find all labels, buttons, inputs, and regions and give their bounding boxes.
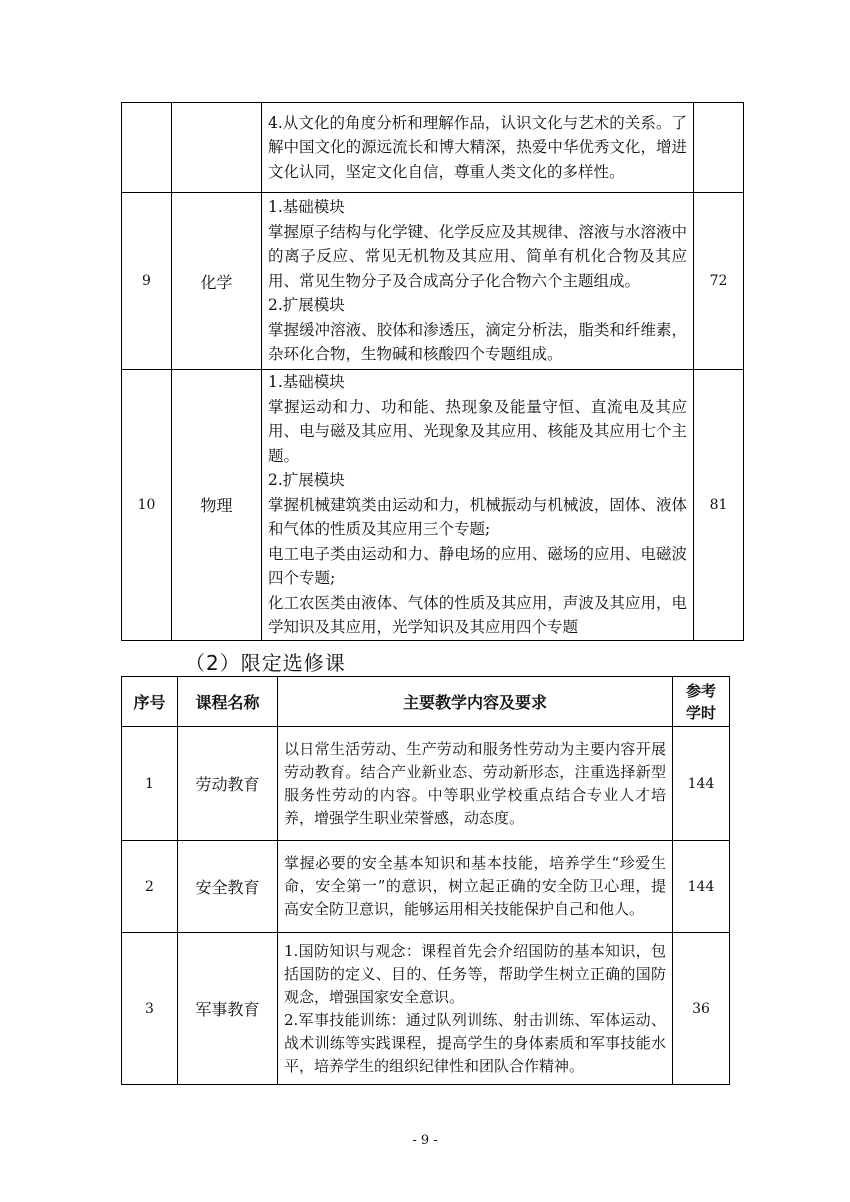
content-line: 掌握运动和力、功和能、热现象及能量守恒、直流电及其应用、电与磁及其应用、光现象及其应用、核能及其应用七个主题。 [268, 397, 687, 465]
course-name: 化学 [172, 193, 262, 370]
content-line: 掌握必要的安全基本知识和基本技能，培养学生“珍爱生命，安全第一”的意识，树立起正确的安全防卫心理，提高安全防卫意识，能够运用相关技能保护自己和他人。 [284, 854, 666, 918]
header-hours-line2: 学时 [685, 703, 716, 722]
course-table-required [121, 102, 744, 641]
row-number: 3 [122, 933, 178, 1085]
table-row [122, 933, 730, 1085]
header-name: 课程名称 [178, 677, 278, 727]
course-content [278, 727, 673, 841]
table-row [122, 727, 730, 841]
row-number: 9 [122, 193, 172, 370]
content-line: 1.基础模块 [268, 373, 345, 391]
content-line: 4.从文化的角度分析和理解作品，认识文化与艺术的关系。了解中国文化的源远流长和博大精深，热爱中华优秀文化，增进文化认同，坚定文化自信，尊重人类文化的多样性。 [268, 113, 687, 181]
course-content [278, 841, 673, 933]
course-content [262, 370, 694, 641]
course-hours: 36 [673, 933, 730, 1085]
course-hours: 81 [694, 370, 744, 641]
course-content [262, 193, 694, 370]
course-table-elective [121, 676, 730, 1085]
course-name: 物理 [172, 370, 262, 641]
course-name: 安全教育 [178, 841, 278, 933]
row-number: 1 [122, 727, 178, 841]
content-line: 2.扩展模块 [268, 296, 345, 315]
course-content [262, 103, 694, 193]
table-row [122, 103, 744, 193]
header-num: 序号 [122, 677, 178, 727]
course-content [278, 933, 673, 1085]
content-line: 以日常生活劳动、生产劳动和服务性劳动为主要内容开展劳动教育。结合产业新业态、劳动新形态，注重选择新型服务性劳动的内容。中等职业学校重点结合专业人才培养，增强学生职业荣誉感，动态度。 [284, 739, 666, 827]
row-number [122, 103, 172, 193]
course-name [172, 103, 262, 193]
content-line: 电工电子类由运动和力、静电场的应用、磁场的应用、电磁波四个专题; [268, 544, 687, 587]
table-header-row [122, 677, 730, 727]
section-title: （2）限定选修课 [185, 651, 346, 675]
content-line: 2.扩展模块 [268, 471, 345, 489]
content-line: 掌握机械建筑类由运动和力，机械振动与机械波，固体、液体和气体的性质及其应用三个专题; [268, 495, 687, 538]
content-line: 化工农医类由液体、气体的性质及其应用，声波及其应用，电学知识及其应用，光学知识及其应用四个专题 [268, 593, 687, 636]
content-line: 掌握缓冲溶液、胶体和渗透压，滴定分析法，脂类和纤维素，杂环化合物，生物碱和核酸四个专题组成。 [268, 320, 687, 364]
course-hours: 144 [673, 841, 730, 933]
header-hours-line1: 参考 [685, 681, 716, 700]
header-hours [673, 677, 730, 727]
content-line: 1.国防知识与观念：课程首先会介绍国防的基本知识，包括国防的定义、目的、任务等，帮助学生树立正确的国防观念，增强国家安全意识。 [284, 941, 666, 1006]
table-row [122, 370, 744, 641]
course-hours [694, 103, 744, 193]
header-content: 主要教学内容及要求 [278, 677, 673, 727]
content-line: 2.军事技能训练：通过队列训练、射击训练、军体运动、战术训练等实践课程，提高学生的身体素质和军事技能水平，培养学生的组织纪律性和团队合作精神。 [284, 1010, 666, 1075]
content-line: 掌握原子结构与化学键、化学反应及其规律、溶液与水溶液中的离子反应、常见无机物及其应用、简单有机化合物及其应用、常见生物分子及合成高分子化合物六个主题组成。 [268, 222, 687, 290]
content-line: 1.基础模块 [268, 198, 345, 217]
course-name: 军事教育 [178, 933, 278, 1085]
course-name: 劳动教育 [178, 727, 278, 841]
row-number: 10 [122, 370, 172, 641]
course-hours: 144 [673, 727, 730, 841]
table-row [122, 841, 730, 933]
page-number: - 9 - [412, 1133, 438, 1148]
course-hours: 72 [694, 193, 744, 370]
table-row [122, 193, 744, 370]
row-number: 2 [122, 841, 178, 933]
